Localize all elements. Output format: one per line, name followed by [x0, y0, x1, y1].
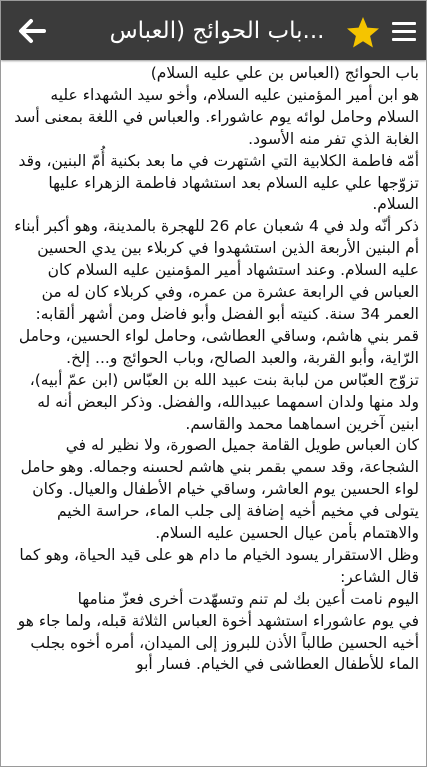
article-paragraph: كان العباس طويل القامة جميل الصورة، ولا نظير له في الشجاعة، وقد سمي بقمر بني هاشم لحسنه وجماله. وهو حامل لواء الحسين يوم العاشر، وساقي خيام الأطفال والعيال. وكان يتولى في مخيم أخيه إضافة إلى جلب الماء، حراسة الخيم والاهتمام بأمن عيال الحسين عليه السلام.	[20, 436, 419, 543]
star-icon	[346, 16, 380, 49]
article-paragraph: تزوّج العبّاس من لبابة بنت عبيد الله بن العبّاس (ابن عمّ أبيه)، ولد منها ولدان اسمهما عبيدالله، والفضل. وذكر البعض أنه له ابنين آخرين اسماهما محمد والقاسم.	[29, 370, 419, 433]
article-paragraph: وظل الاستقرار يسود الخيام ما دام هو على قيد الحياة، وهو كما قال الشاعر:	[19, 545, 419, 586]
article-paragraph: هو ابن أمير المؤمنين عليه السلام، وأخو سيد الشهداء عليه السلام وحامل لوائه يوم عاشوراء. والعباس في اللغة بمعنى أسد الغابة الذي تفر منه الأسود.	[14, 85, 419, 148]
hamburger-line	[392, 30, 416, 33]
hamburger-line	[392, 22, 416, 25]
app-bar	[1, 1, 426, 60]
menu-button[interactable]	[387, 14, 421, 48]
page-title: ...باب الحوائج (العباس	[109, 18, 325, 44]
article-paragraph: ذكر أنّه ولد في 4 شعبان عام 26 للهجرة بالمدينة، وهو أكبر أبناء أم البنين الأربعة الذين استشهدوا في كربلاء بين يدي الحسين عليه السلام. وعند استشهاد أمير المؤمنين عليه السلام كان العباس في الرابعة عشرة من عمره، وفي كربلاء كان له من العمر 34 سنة. كنيته أبو الفضل وأبو فاضل ومن أشهر ألقابه: قمر بني هاشم، وساقي العطاشى، وحامل لواء الحسين، وحامل الرّاية، وأبو القربة، والعبد الصالح، وباب الحوائج و... إلخ.	[14, 217, 419, 367]
favorite-button[interactable]	[343, 13, 383, 51]
article-paragraph: أمّه فاطمة الكلابية التي اشتهرت في ما بعد بكنية أُمّ البنين، وقد تزوّجها علي عليه السلام بعد استشهاد فاطمة الزهراء عليها السلام.	[18, 151, 419, 214]
article-body[interactable]	[7, 63, 419, 766]
hamburger-line	[392, 38, 416, 41]
arrow-left-icon	[17, 18, 47, 44]
poem-verse: اليوم نامت أعين بك لم تنم وتسهّدت أخرى فعزّ منامها	[77, 589, 419, 608]
back-button[interactable]	[9, 13, 55, 49]
article-paragraph: في يوم عاشوراء استشهد أخوة العباس الثلاثة قبله، ولما جاء هو أخيه الحسين طالباً الأذن للبروز إلى الميدان، أمره أخوه بجلب الماء للأطفال العطاشى في الخيام. فسار أبو	[17, 611, 419, 674]
article-heading: باب الحوائج (العباس بن علي عليه السلام)	[150, 64, 419, 82]
